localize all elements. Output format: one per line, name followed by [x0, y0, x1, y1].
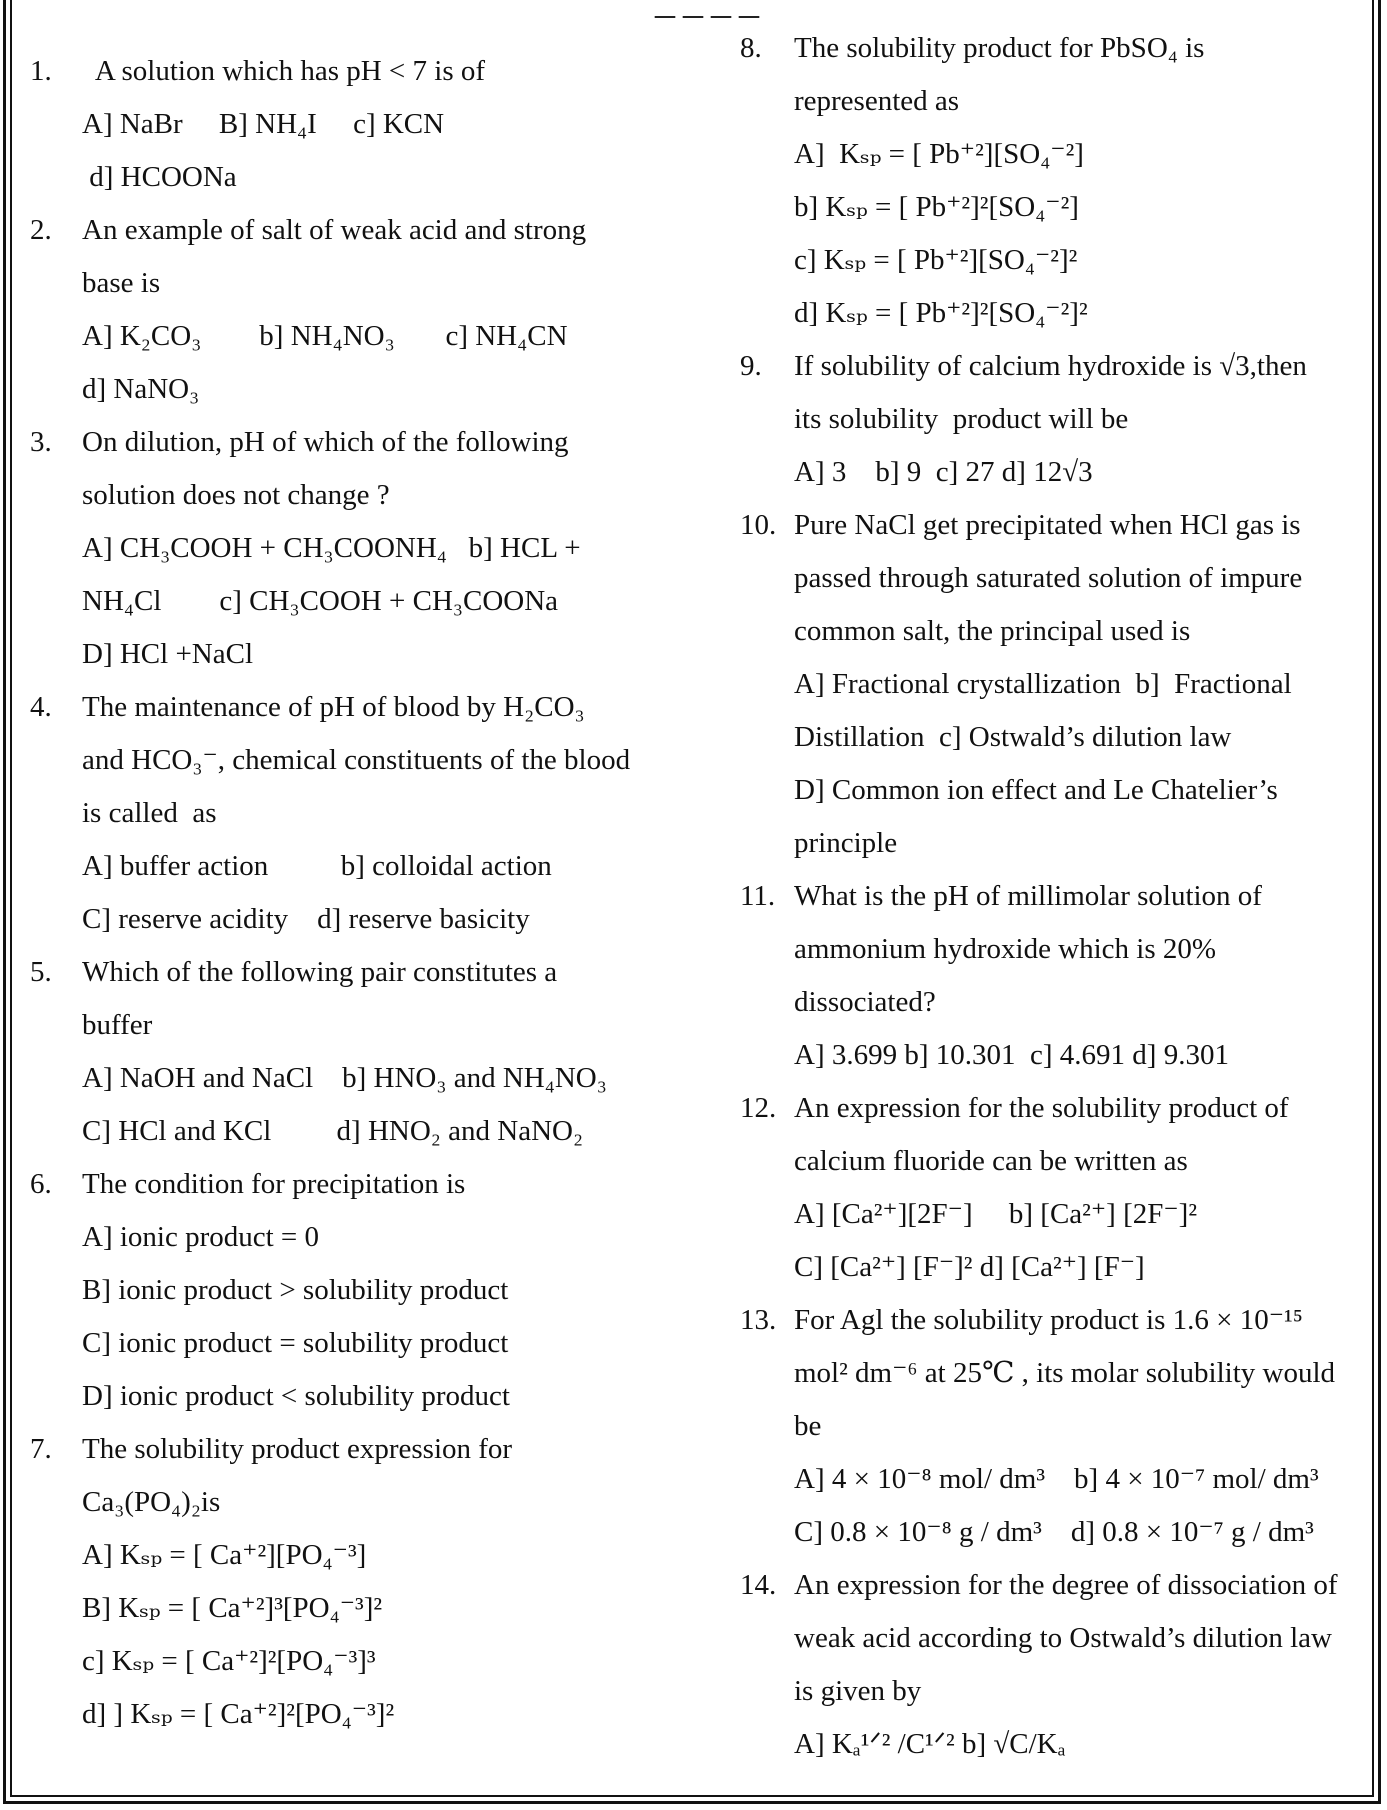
- question-text: The condition for precipitation is: [82, 1168, 466, 1200]
- question-text: is called as: [82, 797, 217, 829]
- question-text: Distillation c] Ostwald’s dilution law: [794, 721, 1232, 753]
- question-text: A] Fractional crystallization b] Fractional: [794, 668, 1292, 700]
- question-start: [30, 416, 670, 469]
- question-line: [740, 1400, 1380, 1453]
- question-text: A] Kₐ¹ᐟ² /C¹ᐟ² b] √C/Kₐ: [794, 1728, 1066, 1760]
- question-line: [740, 1665, 1380, 1718]
- question-text: For Agl the solubility product is 1.6 × 10⁻¹⁵: [794, 1304, 1303, 1336]
- question-line: [740, 923, 1380, 976]
- question-start: [30, 45, 670, 98]
- question-text: b] Kₛₚ = [ Pb⁺²]²[SO₄⁻²]: [794, 191, 1079, 223]
- question-line: [740, 1241, 1380, 1294]
- question-line: [740, 393, 1380, 446]
- question-start: [740, 499, 1380, 552]
- question-text: C] 0.8 × 10⁻⁸ g / dm³ d] 0.8 × 10⁻⁷ g / dm³: [794, 1516, 1314, 1548]
- question-text: A] ionic product = 0: [82, 1221, 320, 1253]
- question-number: 2.: [30, 214, 52, 246]
- question-line: [30, 1317, 670, 1370]
- question-text: solution does not change ?: [82, 479, 390, 511]
- question-line: [30, 363, 670, 416]
- question-line: [740, 1453, 1380, 1506]
- question-start: [740, 1559, 1380, 1612]
- question-text: A] Kₛₚ = [ Pb⁺²][SO₄⁻²]: [794, 138, 1084, 170]
- question-line: [30, 1105, 670, 1158]
- question-text: be: [794, 1410, 822, 1442]
- question-text: passed through saturated solution of impure: [794, 562, 1303, 594]
- question-line: [740, 75, 1380, 128]
- question-text: An example of salt of weak acid and strong: [82, 214, 587, 246]
- question-line: [740, 1612, 1380, 1665]
- question-text: A] Kₛₚ = [ Ca⁺²][PO₄⁻³]: [82, 1539, 367, 1571]
- question-line: [740, 234, 1380, 287]
- question-start: [740, 22, 1380, 75]
- question-number: 4.: [30, 691, 52, 723]
- question-text: An expression for the degree of dissociation of: [794, 1569, 1338, 1601]
- question-start: [30, 204, 670, 257]
- question-line: [740, 1506, 1380, 1559]
- question-start: [740, 1294, 1380, 1347]
- question-line: [30, 1264, 670, 1317]
- question-line: [30, 628, 670, 681]
- question-text: ammonium hydroxide which is 20%: [794, 933, 1217, 965]
- question-line: [30, 734, 670, 787]
- question-text: its solubility product will be: [794, 403, 1129, 435]
- question-text: base is: [82, 267, 161, 299]
- question-line: [740, 552, 1380, 605]
- question-text: A] [Ca²⁺][2F⁻] b] [Ca²⁺] [2F⁻]²: [794, 1198, 1198, 1230]
- question-number: 12.: [740, 1092, 777, 1124]
- question-line: [30, 522, 670, 575]
- question-text: The maintenance of pH of blood by H₂CO₃: [82, 691, 585, 723]
- question-line: [30, 1529, 670, 1582]
- question-text: The solubility product for PbSO₄ is: [794, 32, 1205, 64]
- question-text: Pure NaCl get precipitated when HCl gas is: [794, 509, 1301, 541]
- question-text: A] 4 × 10⁻⁸ mol/ dm³ b] 4 × 10⁻⁷ mol/ dm³: [794, 1463, 1319, 1495]
- question-line: [740, 976, 1380, 1029]
- question-line: [740, 1029, 1380, 1082]
- question-start: [30, 946, 670, 999]
- question-number: 8.: [740, 32, 762, 64]
- question-text: B] Kₛₚ = [ Ca⁺²]³[PO₄⁻³]²: [82, 1592, 383, 1624]
- question-line: [740, 711, 1380, 764]
- question-line: [740, 446, 1380, 499]
- question-line: [740, 1188, 1380, 1241]
- question-number: 14.: [740, 1569, 777, 1601]
- question-text: D] ionic product < solubility product: [82, 1380, 510, 1412]
- question-text: C] ionic product = solubility product: [82, 1327, 509, 1359]
- question-text: Ca₃(PO₄)₂is: [82, 1486, 221, 1518]
- question-line: [740, 1135, 1380, 1188]
- question-line: [30, 1052, 670, 1105]
- question-text: D] HCl +NaCl: [82, 638, 254, 670]
- question-line: [30, 257, 670, 310]
- question-text: A] CH₃COOH + CH₃COONH₄ b] HCL +: [82, 532, 581, 564]
- question-text: dissociated?: [794, 986, 936, 1018]
- question-line: [740, 658, 1380, 711]
- question-text: principle: [794, 827, 898, 859]
- question-text: A solution which has pH < 7 is of: [82, 55, 486, 87]
- left-question-column: [30, 45, 670, 1741]
- question-text: represented as: [794, 85, 960, 117]
- question-number: 6.: [30, 1168, 52, 1200]
- question-number: 10.: [740, 509, 777, 541]
- question-text: If solubility of calcium hydroxide is √3,then: [794, 350, 1307, 382]
- question-text: Which of the following pair constitutes a: [82, 956, 558, 988]
- question-line: [740, 1718, 1380, 1771]
- question-line: [740, 764, 1380, 817]
- question-line: [740, 287, 1380, 340]
- question-start: [30, 1158, 670, 1211]
- question-line: [30, 151, 670, 204]
- question-text: A] 3.699 b] 10.301 c] 4.691 d] 9.301: [794, 1039, 1229, 1071]
- question-line: [740, 181, 1380, 234]
- question-text: A] 3 b] 9 c] 27 d] 12√3: [794, 456, 1093, 488]
- question-line: [30, 1370, 670, 1423]
- question-text: On dilution, pH of which of the following: [82, 426, 569, 458]
- question-text: d] HCOONa: [82, 161, 237, 193]
- question-number: 7.: [30, 1433, 52, 1465]
- question-number: 3.: [30, 426, 52, 458]
- question-line: [30, 1635, 670, 1688]
- question-number: 1.: [30, 55, 52, 87]
- question-start: [740, 870, 1380, 923]
- question-text: A] NaBr B] NH₄I c] KCN: [82, 108, 445, 140]
- question-line: [30, 840, 670, 893]
- question-text: A] K₂CO₃ b] NH₄NO₃ c] NH₄CN: [82, 320, 568, 352]
- question-start: [30, 1423, 670, 1476]
- question-text: is given by: [794, 1675, 922, 1707]
- question-line: [30, 469, 670, 522]
- question-line: [30, 787, 670, 840]
- question-line: [30, 893, 670, 946]
- question-start: [740, 1082, 1380, 1135]
- question-line: [30, 1476, 670, 1529]
- question-line: [30, 575, 670, 628]
- question-line: [740, 1347, 1380, 1400]
- question-text: buffer: [82, 1009, 153, 1041]
- question-text: A] NaOH and NaCl b] HNO₃ and NH₄NO₃: [82, 1062, 607, 1094]
- question-start: [740, 340, 1380, 393]
- question-text: d] NaNO₃: [82, 373, 200, 405]
- question-line: [30, 310, 670, 363]
- question-text: C] HCl and KCl d] HNO₂ and NaNO₂: [82, 1115, 584, 1147]
- question-text: common salt, the principal used is: [794, 615, 1191, 647]
- question-text: calcium fluoride can be written as: [794, 1145, 1188, 1177]
- question-text: d] Kₛₚ = [ Pb⁺²]²[SO₄⁻²]²: [794, 297, 1088, 329]
- question-text: c] Kₛₚ = [ Pb⁺²][SO₄⁻²]²: [794, 244, 1078, 276]
- question-line: [30, 1211, 670, 1264]
- question-text: B] ionic product > solubility product: [82, 1274, 509, 1306]
- question-line: [740, 605, 1380, 658]
- question-text: and HCO₃⁻, chemical constituents of the blood: [82, 744, 631, 776]
- question-text: mol² dm⁻⁶ at 25℃ , its molar solubility would: [794, 1357, 1336, 1389]
- question-text: An expression for the solubility product of: [794, 1092, 1289, 1124]
- question-line: [30, 999, 670, 1052]
- question-text: c] Kₛₚ = [ Ca⁺²]²[PO₄⁻³]³: [82, 1645, 376, 1677]
- right-question-column: [740, 22, 1380, 1771]
- question-text: weak acid according to Ostwald’s dilution law: [794, 1622, 1332, 1654]
- question-line: [30, 1582, 670, 1635]
- question-text: What is the pH of millimolar solution of: [794, 880, 1262, 912]
- question-number: 5.: [30, 956, 52, 988]
- question-text: d] ] Kₛₚ = [ Ca⁺²]²[PO₄⁻³]²: [82, 1698, 395, 1730]
- question-text: C] [Ca²⁺] [F⁻]² d] [Ca²⁺] [F⁻]: [794, 1251, 1145, 1283]
- question-start: [30, 681, 670, 734]
- question-line: [30, 98, 670, 151]
- question-text: D] Common ion effect and Le Chatelier’s: [794, 774, 1278, 806]
- question-line: [30, 1688, 670, 1741]
- question-line: [740, 128, 1380, 181]
- question-number: 9.: [740, 350, 762, 382]
- question-number: 13.: [740, 1304, 777, 1336]
- question-text: The solubility product expression for: [82, 1433, 513, 1465]
- header-fragment: [655, 0, 767, 23]
- question-text: A] buffer action b] colloidal action: [82, 850, 552, 882]
- question-number: 11.: [740, 880, 776, 912]
- question-text: NH₄Cl c] CH₃COOH + CH₃COONa: [82, 585, 559, 617]
- question-line: [740, 817, 1380, 870]
- question-text: C] reserve acidity d] reserve basicity: [82, 903, 530, 935]
